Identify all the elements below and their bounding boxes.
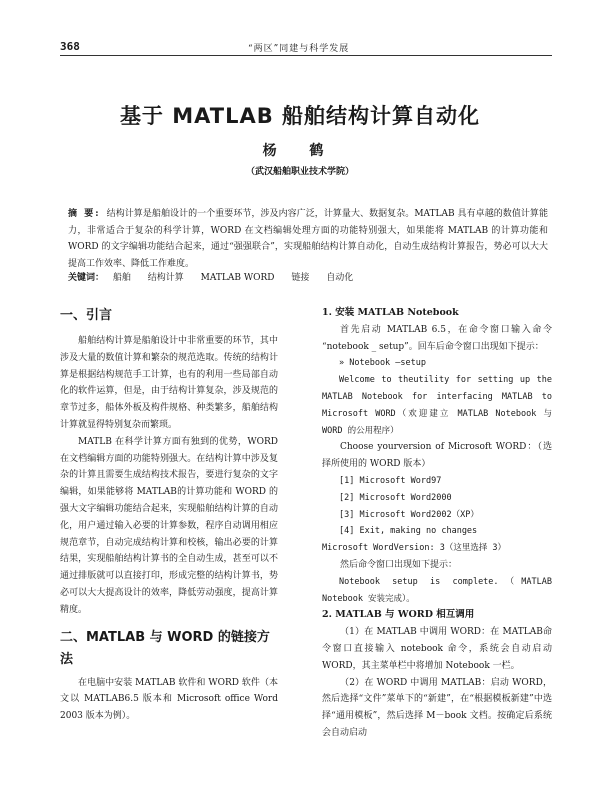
subheading-mutual-call: 2. MATLAB 与 WORD 相互调用 [322, 609, 475, 621]
paragraph: （1）在 MATLAB 中调用 WORD：在 MATLAB命令窗口直接输入 notebook 命令，系统会自动启动 WORD，其主菜单栏中将增加 Notebook 一栏。 [322, 627, 552, 671]
keyword: 结构计算 [147, 273, 184, 283]
article-title: 基于 MATLAB 船舶结构计算自动化 [119, 104, 481, 128]
keywords [68, 270, 548, 283]
author-name: 杨 鹤 [262, 143, 338, 159]
keyword: MATLAB WORD [200, 273, 275, 283]
page-number: 368 [60, 40, 80, 53]
subheading-install-notebook: 1. 安装 MATLAB Notebook [322, 307, 459, 318]
version-option: [4] Exit, making no changes [339, 526, 478, 537]
author-affiliation: （武汉船舶职业技术学院） [245, 167, 354, 177]
left-column [60, 305, 278, 725]
command-line: » Notebook –setup [339, 358, 426, 369]
version-option: [3] Microsoft Word2002（XP） [339, 509, 479, 520]
right-column [322, 305, 552, 742]
running-header [60, 40, 552, 58]
keyword: 自动化 [326, 273, 354, 283]
version-selection: Microsoft WordVersion: 3（这里选择 3） [322, 543, 507, 554]
header-rule [60, 55, 552, 56]
paragraph: Choose yourversion of Microsoft WORD：（选择所使用的 WORD 版本） [322, 442, 552, 470]
paragraph: MATLB 在科学计算方面有独到的优势，WORD 在文档编辑方面的功能特别强大。在结构计算中涉及复杂的计算且需要生成结构技术报告，要进行复杂的文字编辑，如果能够将 MATLAB的计算功能和 WORD 的强大文字编辑功能结合起来，实现船舶结构计算的自动化，用户通过输入必要的计算参数，程序自动调用相应规范章节，自动完成结构计算和校核，输出必要的计算结果，实现船舶结构计算书的全自动生成，甚至可以不通过排版就可以直接打印，形成完整的结构计算书，势必可以大大提高设计的效率，降低劳动强度，提高计算精度。 [60, 436, 278, 615]
paragraph: 在电脑中安装 MATLAB 软件和 WORD 软件（本文以 MATLAB6.5 版本和 Microsoft office Word 2003 版本为例）。 [60, 677, 278, 722]
paragraph: （2）在 WORD 中调用 MATLAB：启动 WORD，然后选择“文件”菜单下的“新建”，在“根据模板新建”中选择“通用模板”，然后选择 M－book 文档。按确定后系统会自动启动 [322, 677, 552, 738]
abstract [68, 206, 548, 273]
section-heading-intro: 一、引言 [60, 308, 113, 323]
paragraph: 船舶结构计算是船舶设计中非常重要的环节，其中涉及大量的数值计算和繁杂的规范选取。传统的结构计算是根据结构规范手工计算，也有的利用一些局部自动化的软件运算，但是，由于结构计算复杂，涉及规范的章节过多，船体外板及构件规格、种类繁多，船舶结构计算就显得特别复杂而繁琐。 [60, 336, 278, 430]
keywords-label: 关键词： [68, 273, 105, 283]
paragraph: Notebook setup is complete.（MATLAB Notebook 安装完成）。 [322, 576, 552, 604]
version-option: [1] Microsoft Word97 [339, 475, 442, 486]
paragraph: 然后命令窗口出现如下提示： [340, 559, 458, 570]
paragraph: 首先启动 MATLAB 6.5，在命令窗口输入命令 “notebook _ setup”。回车后命令窗口出现如下提示： [322, 324, 552, 352]
paragraph: Welcome to theutility for setting up the MATLAB Notebook for interfacing MATLAB to Microsoft WORD（欢迎建立 MATLAB Notebook 与 WORD 的公用程序） [322, 375, 552, 436]
section-heading-link-method: 二、MATLAB 与 WORD 的链接方法 [60, 629, 270, 667]
abstract-label: 摘 要: [68, 209, 101, 219]
abstract-text: 结构计算是船舶设计的一个重要环节，涉及内容广泛，计算量大、数据复杂。MATLAB 具有卓越的数值计算能力，非常适合于复杂的科学计算，WORD 在文档编辑处理方面的功能特别强大，如果能将 MATLAB 的计算功能和 WORD 的文字编辑功能结合起来，通过“强强联合”，实现船舶结构计算自动化，自动生成结构计算报告，势必可以大大提高工作效率、降低工作难度。 [68, 209, 548, 270]
keyword: 链接 [291, 273, 310, 283]
keyword: 船舶 [112, 273, 131, 283]
journal-title: “两区”同建与科学发展 [248, 44, 350, 54]
version-option: [2] Microsoft Word2000 [339, 492, 452, 503]
